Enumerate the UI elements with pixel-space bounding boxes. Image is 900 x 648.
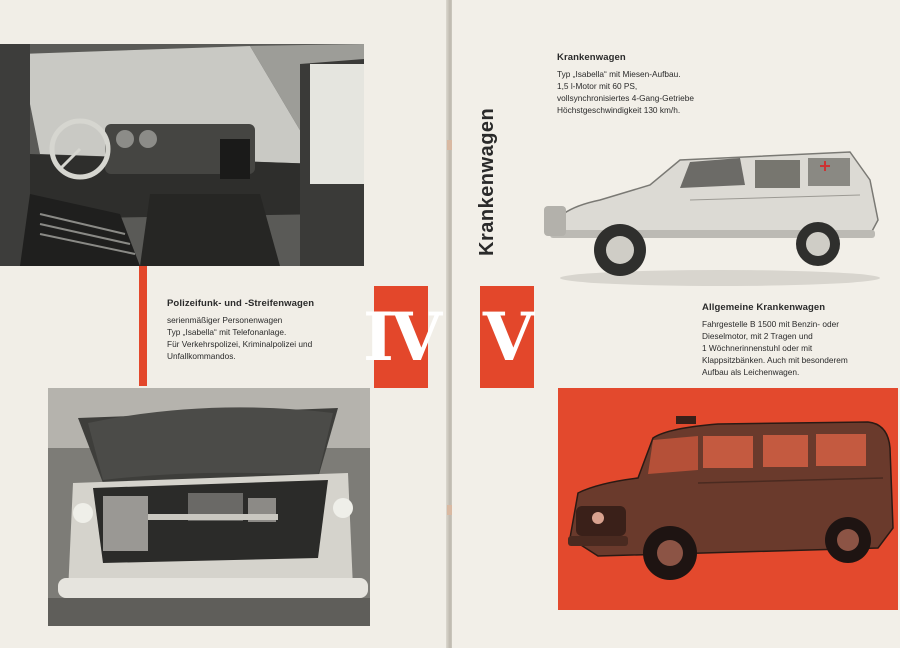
roman-numeral: V	[482, 298, 532, 376]
description-line: Typ „Isabella“ mit Telefonanlage.	[167, 327, 287, 337]
general-ambulance-section	[702, 302, 892, 378]
description-line: Dieselmotor, mit 2 Tragen und	[702, 331, 813, 341]
section-numeral-box	[362, 286, 440, 388]
description-line: 1 Wöchnerinnenstuhl oder mit	[702, 343, 813, 353]
description-line: Für Verkehrspolizei, Kriminalpolizei und	[167, 339, 313, 349]
description-line: Typ „Isabella“ mit Miesen-Aufbau.	[557, 69, 681, 79]
roman-numeral: IV	[362, 298, 440, 376]
section-title: Polizeifunk- und -Streifenwagen	[167, 298, 315, 309]
car-trunk-photo	[48, 388, 370, 626]
description-line: vollsynchronisiertes 4-Gang-Getriebe	[557, 93, 694, 103]
description-line: serienmäßiger Personenwagen	[167, 315, 283, 325]
description-line: Höchstgeschwindigkeit 130 km/h.	[557, 105, 681, 115]
isabella-ambulance-photo	[540, 140, 888, 290]
car-interior-photo	[0, 44, 364, 266]
ambulance-section	[557, 52, 757, 116]
description-line: 1,5 l-Motor mit 60 PS,	[557, 81, 638, 91]
vertical-page-title: Krankenwagen	[476, 107, 498, 256]
description-line: Klappsitzbänken. Auch mit besonderem	[702, 355, 848, 365]
b1500-ambulance-photo	[558, 388, 898, 610]
section-title: Krankenwagen	[557, 52, 626, 63]
description-line: Unfallkommandos.	[167, 351, 236, 361]
police-section	[167, 298, 357, 362]
section-title: Allgemeine Krankenwagen	[702, 302, 826, 313]
description-line: Fahrgestelle B 1500 mit Benzin- oder	[702, 319, 839, 329]
accent-bar	[139, 266, 147, 386]
left-page	[0, 0, 448, 648]
section-numeral-box	[480, 286, 534, 388]
description-line: Aufbau als Leichenwagen.	[702, 367, 800, 377]
